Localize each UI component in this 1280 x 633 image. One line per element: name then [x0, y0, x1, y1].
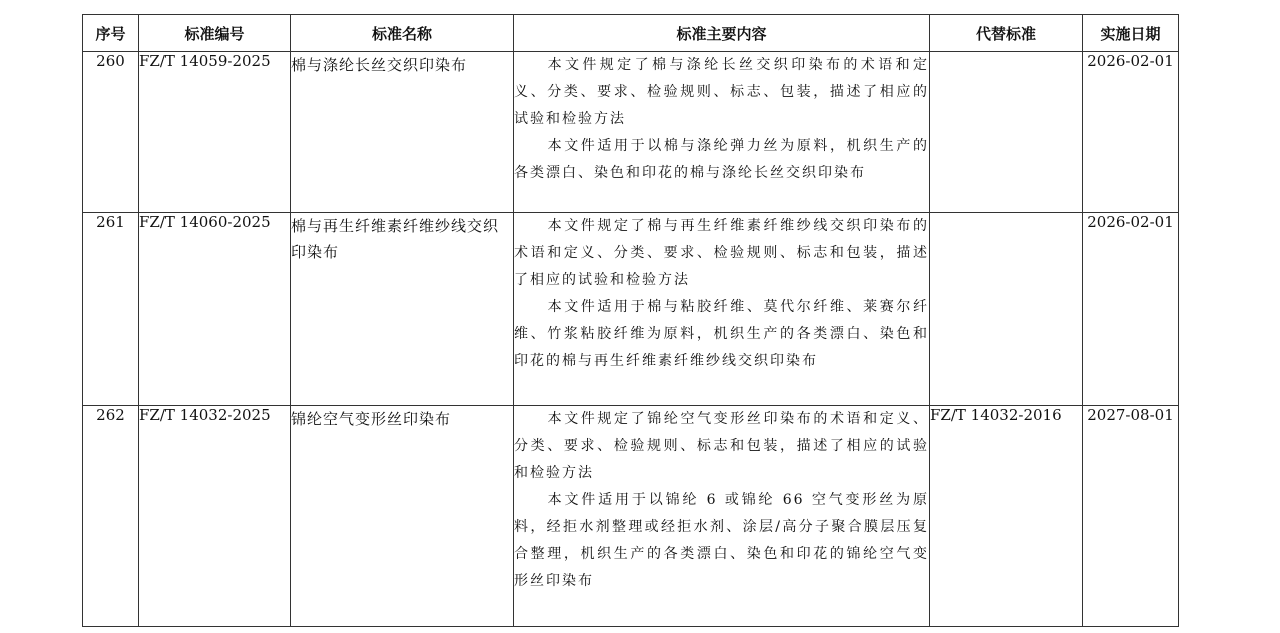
cell-seq: 262 — [83, 406, 139, 627]
cell-seq: 261 — [83, 213, 139, 406]
table-row — [83, 52, 1179, 213]
content-paragraph-scope: 本文件规定了棉与涤纶长丝交织印染布的术语和定义、分类、要求、检验规则、标志、包装，描述了相应的试验和检验方法 — [514, 57, 929, 127]
content-paragraph-applicability: 本文件适用于以棉与涤纶弹力丝为原料，机织生产的各类漂白、染色和印花的棉与涤纶长丝交织印染布 — [514, 138, 929, 181]
cell-seq: 260 — [83, 52, 139, 213]
header-content: 标准主要内容 — [514, 15, 930, 52]
cell-content — [514, 213, 930, 406]
cell-replaces — [930, 213, 1083, 406]
content-paragraph-applicability: 本文件适用于以锦纶 6 或锦纶 66 空气变形丝为原料，经拒水剂整理或经拒水剂、涂层/高分子聚合膜层压复合整理，机织生产的各类漂白、染色和印花的锦纶空气变形丝印染布 — [514, 492, 929, 589]
cell-code: FZ/T 14060-2025 — [139, 213, 291, 406]
cell-code: FZ/T 14032-2025 — [139, 406, 291, 627]
content-paragraph-applicability: 本文件适用于棉与粘胶纤维、莫代尔纤维、莱赛尔纤维、竹浆粘胶纤维为原料，机织生产的各类漂白、染色和印花的棉与再生纤维素纤维纱线交织印染布 — [514, 299, 929, 369]
header-row — [83, 15, 1179, 52]
content-paragraph-scope: 本文件规定了棉与再生纤维素纤维纱线交织印染布的术语和定义、分类、要求、检验规则、标志和包装，描述了相应的试验和检验方法 — [514, 218, 929, 288]
header-seq: 序号 — [83, 15, 139, 52]
table-body — [83, 52, 1179, 627]
content-paragraph-scope: 本文件规定了锦纶空气变形丝印染布的术语和定义、分类、要求、检验规则、标志和包装，描述了相应的试验和检验方法 — [514, 411, 929, 481]
table-row — [83, 406, 1179, 627]
cell-date: 2027-08-01 — [1083, 406, 1179, 627]
table-row — [83, 213, 1179, 406]
cell-date: 2026-02-01 — [1083, 213, 1179, 406]
header-date: 实施日期 — [1083, 15, 1179, 52]
header-name: 标准名称 — [291, 15, 514, 52]
cell-date: 2026-02-01 — [1083, 52, 1179, 213]
table-header — [83, 15, 1179, 52]
cell-name: 锦纶空气变形丝印染布 — [291, 406, 514, 627]
cell-replaces — [930, 52, 1083, 213]
cell-code: FZ/T 14059-2025 — [139, 52, 291, 213]
cell-name: 棉与涤纶长丝交织印染布 — [291, 52, 514, 213]
cell-content — [514, 406, 930, 627]
header-replaces: 代替标准 — [930, 15, 1083, 52]
standards-table — [82, 14, 1179, 627]
cell-replaces: FZ/T 14032-2016 — [930, 406, 1083, 627]
cell-name: 棉与再生纤维素纤维纱线交织印染布 — [291, 213, 514, 406]
header-code: 标准编号 — [139, 15, 291, 52]
cell-content — [514, 52, 930, 213]
